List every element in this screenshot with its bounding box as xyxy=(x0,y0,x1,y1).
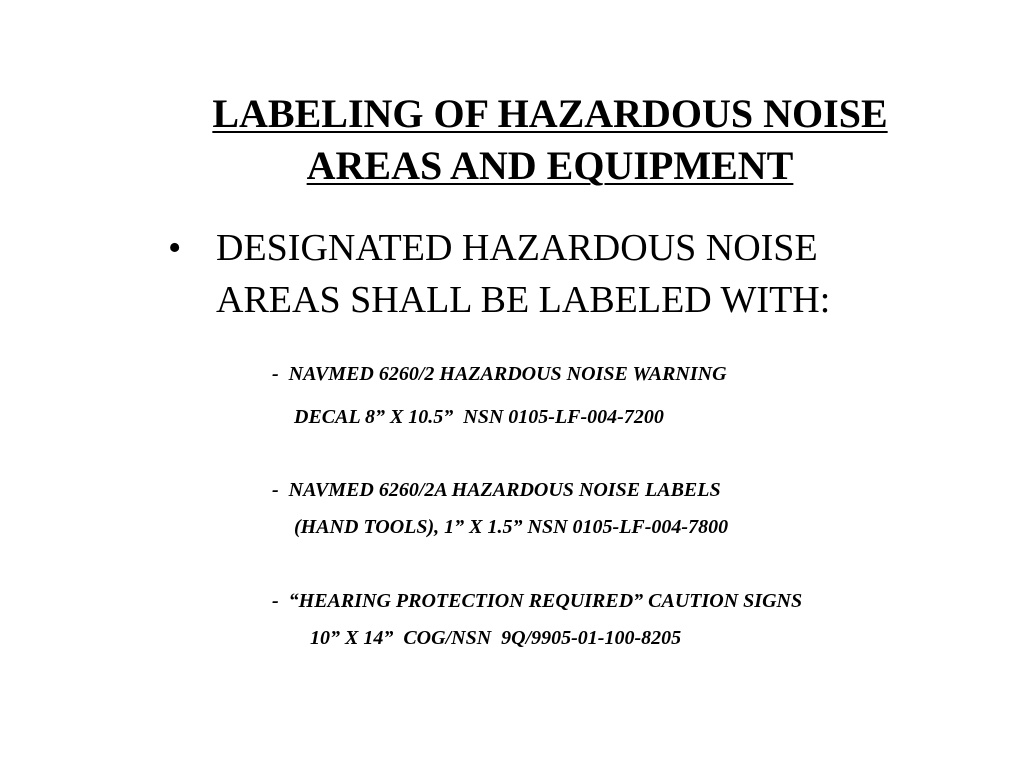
item-3-line-1: - “HEARING PROTECTION REQUIRED” CAUTION SIGNS xyxy=(272,590,803,612)
bullet-text xyxy=(216,222,830,326)
item-2-line-2: (HAND TOOLS), 1” X 1.5” NSN 0105-LF-004-7800 xyxy=(294,516,729,538)
item-3-line-2: 10” X 14” COG/NSN 9Q/9905-01-100-8205 xyxy=(310,627,682,649)
title-line-2: AREAS AND EQUIPMENT xyxy=(306,143,794,188)
item-1-line-2: DECAL 8” X 10.5” NSN 0105-LF-004-7200 xyxy=(294,406,664,428)
title-line-1: LABELING OF HAZARDOUS NOISE xyxy=(212,91,888,136)
item-1-line-1: - NAVMED 6260/2 HAZARDOUS NOISE WARNING xyxy=(272,363,727,385)
slide-title xyxy=(60,88,1024,192)
item-2-line-1: - NAVMED 6260/2A HAZARDOUS NOISE LABELS xyxy=(272,479,721,501)
bullet-marker: • xyxy=(168,227,182,269)
bullet-line-1: DESIGNATED HAZARDOUS NOISE xyxy=(216,227,818,269)
bullet-line-2: AREAS SHALL BE LABELED WITH: xyxy=(216,279,831,321)
